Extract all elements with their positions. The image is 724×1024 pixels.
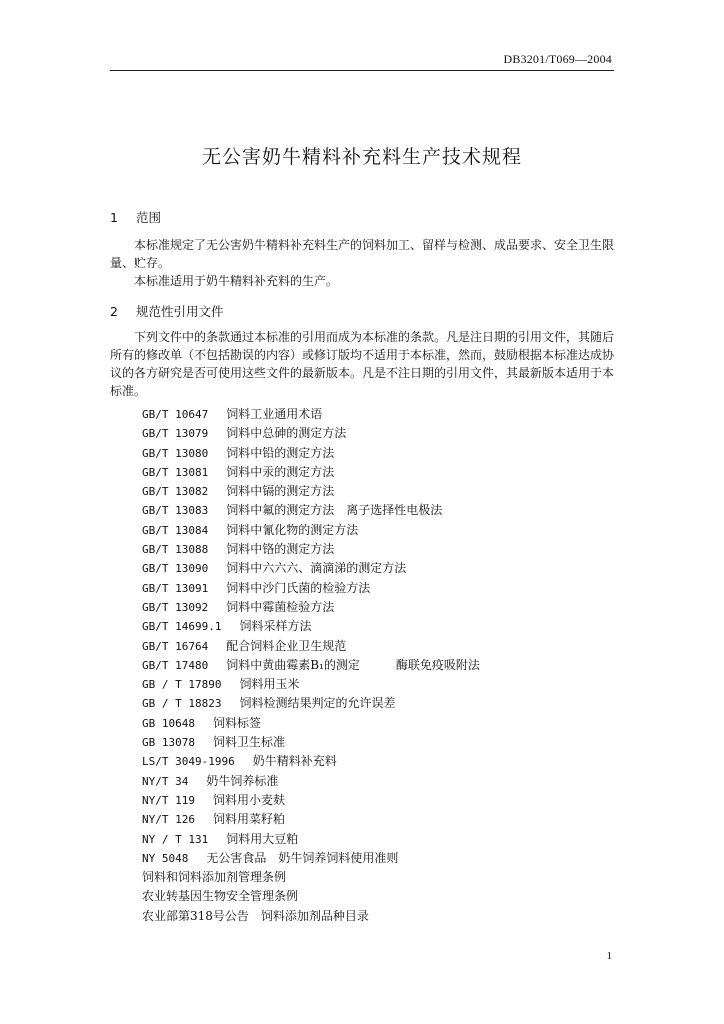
reference-title: 奶牛饲养标准: [206, 773, 279, 788]
reference-title: 饲料用菜籽粕: [212, 812, 285, 827]
reference-code: GB 13078: [142, 736, 195, 750]
reference-title: 饲料中氟的测定方法 离子选择性电极法: [226, 503, 443, 518]
reference-title: 饲料中沙门氏菌的检验方法: [226, 580, 371, 595]
reference-title: 饲料用玉米: [239, 677, 300, 692]
section-1-body: [110, 236, 616, 290]
reference-code: GB/T 13088: [142, 543, 209, 557]
page-number: 1: [606, 950, 612, 962]
reference-code: GB/T 10647: [142, 408, 209, 421]
reference-code: GB/T 13081: [142, 465, 209, 479]
reference-title: 饲料中霉菌检验方法: [226, 599, 335, 614]
reference-title: 配合饲料企业卫生规范: [226, 638, 347, 653]
reference-item: [142, 868, 480, 887]
reference-item: [142, 617, 480, 636]
reference-code: NY/T 119: [142, 793, 195, 807]
reference-title: 饲料标签: [212, 715, 261, 730]
section-number: 1: [110, 210, 118, 225]
header-rule: [110, 70, 614, 71]
reference-title: 饲料采样方法: [239, 619, 312, 634]
reference-title: 饲料中氰化物的测定方法: [226, 522, 359, 537]
reference-item: [142, 830, 480, 849]
reference-code: GB / T 17890: [142, 678, 222, 692]
reference-code: GB / T 18823: [142, 697, 222, 711]
reference-item: [142, 694, 480, 713]
reference-item: [142, 752, 480, 771]
reference-title: 饲料工业通用术语: [226, 407, 323, 421]
document-code: DB3201/T069—2004: [503, 52, 612, 66]
reference-code: GB/T 17480: [142, 658, 209, 672]
reference-title: 饲料用小麦麸: [212, 792, 285, 807]
reference-title: 饲料卫生标准: [212, 735, 285, 750]
reference-title: 饲料中黄曲霉素B₁的测定 酶联免疫吸附法: [226, 657, 480, 672]
reference-code: NY/T 126: [142, 813, 195, 827]
reference-item: [142, 598, 480, 617]
reference-title: 饲料用大豆粕: [226, 831, 299, 846]
reference-item: [142, 887, 480, 906]
reference-title: 饲料检测结果判定的允许误差: [239, 696, 396, 711]
reference-title: 饲料中汞的测定方法: [226, 464, 335, 479]
reference-code: GB/T 13090: [142, 562, 209, 576]
reference-code: GB/T 14699.1: [142, 620, 222, 634]
reference-item: [142, 772, 480, 791]
reference-code: NY 5048: [142, 851, 189, 865]
reference-title: 饲料中六六六、滴滴涕的测定方法: [226, 561, 407, 576]
reference-item: [142, 463, 480, 482]
reference-code: NY/T 34: [142, 774, 189, 788]
section-2-body: [110, 328, 616, 400]
reference-item: [142, 540, 480, 559]
reference-code: NY / T 131: [142, 832, 209, 846]
paragraph: 本标准适用于奶牛精料补充料的生产。: [134, 274, 339, 288]
paragraph: 本标准规定了无公害奶牛精料补充料生产的饲料加工、留样与检测、成品要求、安全卫生限量、贮存。: [110, 238, 615, 270]
reference-list: [142, 405, 480, 926]
reference-title: 饲料中总砷的测定方法: [226, 426, 347, 441]
reference-item: [142, 521, 480, 540]
paragraph: 下列文件中的条款通过本标准的引用而成为本标准的条款。凡是注日期的引用文件，其随后所有的修改单（不包括勘误的内容）或修订版均不适用于本标准，然而，鼓励根据本标准达成协议的各方研究是否可使用这些文件的最新版本。凡是不注日期的引用文件，其最新版本适用于本标准。: [110, 330, 615, 398]
reference-title: 奶牛精料补充料: [252, 754, 337, 769]
section-number: 2: [110, 304, 118, 319]
reference-code: GB/T 13080: [142, 446, 209, 460]
reference-title: 饲料和饲料添加剂管理条例: [142, 870, 287, 885]
reference-item: [142, 907, 480, 926]
reference-item: [142, 405, 480, 424]
reference-item: [142, 482, 480, 501]
reference-item: [142, 810, 480, 829]
section-1-heading: [110, 208, 161, 226]
reference-title: 无公害食品 奶牛饲养饲料使用准则: [206, 850, 399, 865]
page-title: 无公害奶牛精料补充料生产技术规程: [201, 146, 522, 168]
reference-item: [142, 656, 480, 675]
reference-item: [142, 559, 480, 578]
reference-item: [142, 733, 480, 752]
reference-code: GB/T 13091: [142, 581, 209, 595]
reference-title: 饲料中镉的测定方法: [226, 484, 335, 499]
reference-title: 农业转基因生物安全管理条例: [142, 889, 299, 904]
reference-item: [142, 849, 480, 868]
reference-code: GB/T 13092: [142, 600, 209, 614]
reference-item: [142, 791, 480, 810]
reference-code: GB/T 13079: [142, 427, 209, 441]
reference-code: GB/T 13082: [142, 485, 209, 499]
reference-item: [142, 637, 480, 656]
section-2-heading: [110, 302, 224, 320]
reference-code: GB/T 13084: [142, 523, 209, 537]
reference-item: [142, 579, 480, 598]
reference-code: LS/T 3049-1996: [142, 755, 235, 769]
reference-title: 饲料中铅的测定方法: [226, 445, 335, 460]
reference-item: [142, 444, 480, 463]
reference-item: [142, 501, 480, 520]
reference-item: [142, 675, 480, 694]
reference-title: 饲料中铬的测定方法: [226, 542, 335, 557]
reference-title: 农业部第318号公告 饲料添加剂品种目录: [142, 908, 369, 923]
reference-code: GB 10648: [142, 716, 195, 730]
reference-code: GB/T 13083: [142, 504, 209, 518]
reference-code: GB/T 16764: [142, 639, 209, 653]
reference-item: [142, 714, 480, 733]
reference-item: [142, 424, 480, 443]
section-title: 范围: [136, 210, 162, 225]
section-title: 规范性引用文件: [136, 304, 224, 319]
